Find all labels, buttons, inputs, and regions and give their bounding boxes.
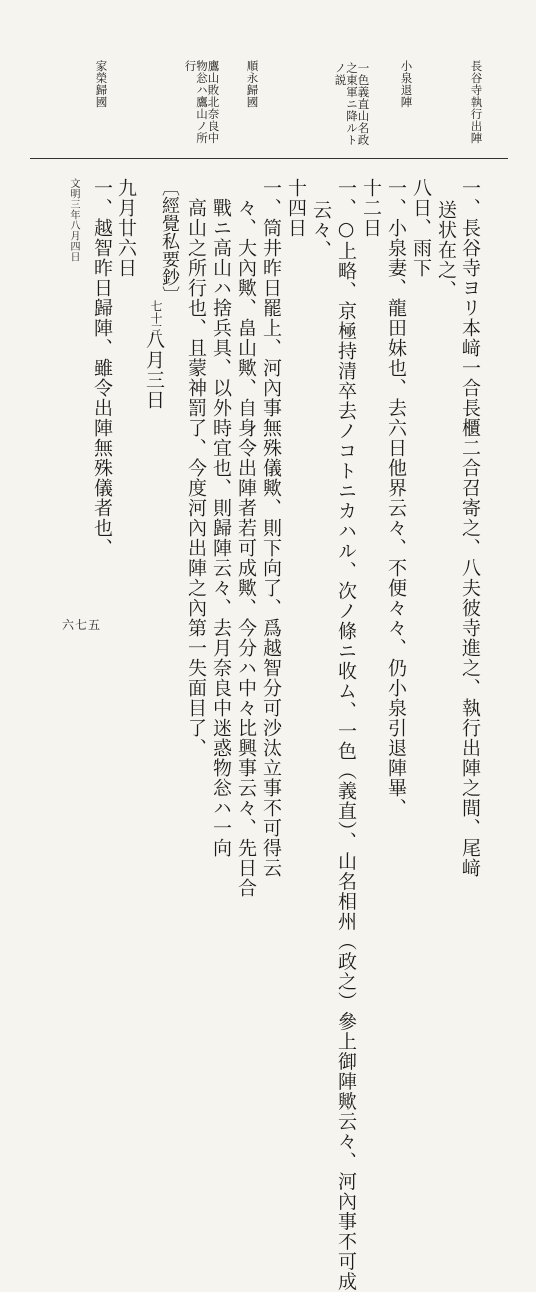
source-date: 八月三日 <box>143 330 165 410</box>
margin-note: 鷹山敗北奈良中物忩ハ鷹山ノ所行 <box>183 60 221 144</box>
body-line: 送状在之、 <box>435 200 457 300</box>
page-number: 六七五 <box>62 618 102 632</box>
body-line: 云々、 <box>310 200 332 260</box>
body-line: 八日、雨下 <box>410 178 432 278</box>
body-line: 十二日 <box>360 178 382 238</box>
body-line: 々、大內歟、畠山歟、自身令出陣者若可成歟、今分ハ中々比興事云々、先日合 <box>235 198 257 898</box>
body-line: 戰ニ高山ハ捨兵具、以外時宜也、則歸陣云々、去月奈良中迷惑物忩ハ一向 <box>210 198 232 858</box>
header-divider <box>30 158 508 159</box>
footer-date: 文明三年八月四日 <box>68 178 79 262</box>
body-line: 一、○上略、京極持清卒去ノコトニカハル、次ノ條ニ收ム、一色（義直）、山名相州（政之）參上御陣歟云々、河內事不可成 <box>335 178 357 1292</box>
margin-note: 一色義直山名政之東軍ニ降ルト ノ説 <box>333 62 371 146</box>
body-line: 九月廿六日 <box>115 178 137 278</box>
body-line: 一、越智昨日歸陣、雖令出陣無殊儀者也、 <box>91 178 113 558</box>
body-line: 一、長谷寺ヨリ本﨑一合長櫃二合召寄之、八夫彼寺進之、執行出陣之間、尾﨑 <box>459 178 481 878</box>
body-line: 一、筒井昨日罷上、河內事無殊儀歟、則下向了、爲越智分可沙汰立事不可得云 <box>260 178 282 878</box>
source-label: 〔經覺私要鈔〕 <box>159 178 180 304</box>
body-line: 十四日 <box>285 178 307 238</box>
margin-note: 家榮歸國 <box>94 60 109 108</box>
margin-note: 順永歸國 <box>245 60 260 108</box>
source-ref: 七十三 <box>149 300 163 336</box>
margin-note: 小泉退陣 <box>399 60 414 108</box>
body-line: 一、小泉妻、龍田妹也、去六日他界云々、不便々々、仍小泉引退陣畢、 <box>385 178 407 818</box>
body-line: 高山之所行也、且蒙神罰了、今度河內出陣之內第一失面目了、 <box>185 198 207 758</box>
margin-note: 長谷寺執行出陣 <box>469 60 484 144</box>
